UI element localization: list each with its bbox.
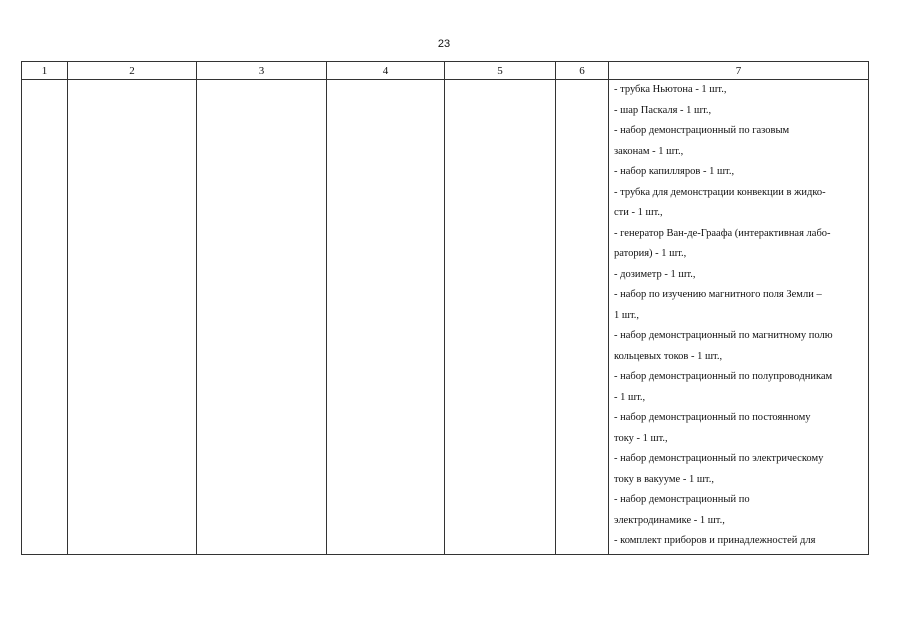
cell-col-3 — [197, 80, 327, 555]
list-item: току - 1 шт., — [614, 432, 668, 444]
cell-col-2 — [68, 80, 197, 555]
list-item: кольцевых токов - 1 шт., — [614, 350, 723, 362]
list-item: - комплект приборов и принадлежностей для — [614, 535, 816, 546]
page-number: 23 — [437, 38, 451, 50]
list-item: - набор демонстрационный по полупроводникам — [614, 371, 833, 382]
list-item: - трубка Ньютона - 1 шт., — [614, 84, 727, 95]
cell-col-7 — [609, 80, 869, 555]
list-item: - шар Паскаля - 1 шт., — [614, 104, 712, 116]
column-header-3: 3 — [197, 62, 327, 80]
list-item: - дозиметр - 1 шт., — [614, 268, 696, 280]
list-item: - набор демонстрационный по газовым — [614, 125, 790, 136]
list-item: - набор демонстрационный по электрическому — [614, 453, 824, 464]
list-item: - набор капилляров - 1 шт., — [614, 166, 735, 177]
list-item: - набор демонстрационный по постоянному — [614, 412, 811, 423]
cell-col-4 — [327, 80, 445, 555]
list-item: законам - 1 шт., — [614, 145, 684, 157]
list-item: - набор демонстрационный по магнитному полю — [614, 330, 833, 341]
column-header-7: 7 — [609, 62, 869, 80]
cell-col-5 — [445, 80, 556, 555]
list-item: - трубка для демонстрации конвекции в жидко- — [614, 186, 826, 198]
column-header-4: 4 — [327, 62, 445, 80]
list-item: - набор по изучению магнитного поля Земли – — [614, 289, 822, 300]
list-item: - генератор Ван-де-Граафа (интерактивная лабо- — [614, 227, 831, 239]
column-header-5: 5 — [445, 62, 556, 80]
list-item: - 1 шт., — [614, 391, 646, 403]
list-item: - набор демонстрационный по — [614, 494, 750, 505]
equipment-list — [609, 80, 868, 554]
header-row — [22, 62, 869, 80]
list-item: сти - 1 шт., — [614, 207, 663, 218]
list-item: ратория) - 1 шт., — [614, 248, 687, 259]
list-item: 1 шт., — [614, 309, 640, 321]
table-row — [22, 80, 869, 555]
cell-col-6 — [556, 80, 609, 555]
column-header-2: 2 — [68, 62, 197, 80]
column-header-6: 6 — [556, 62, 609, 80]
list-item: электродинамике - 1 шт., — [614, 514, 725, 526]
column-header-1: 1 — [22, 62, 68, 80]
list-item: току в вакууме - 1 шт., — [614, 473, 714, 485]
equipment-table — [21, 61, 869, 555]
cell-col-1 — [22, 80, 68, 555]
